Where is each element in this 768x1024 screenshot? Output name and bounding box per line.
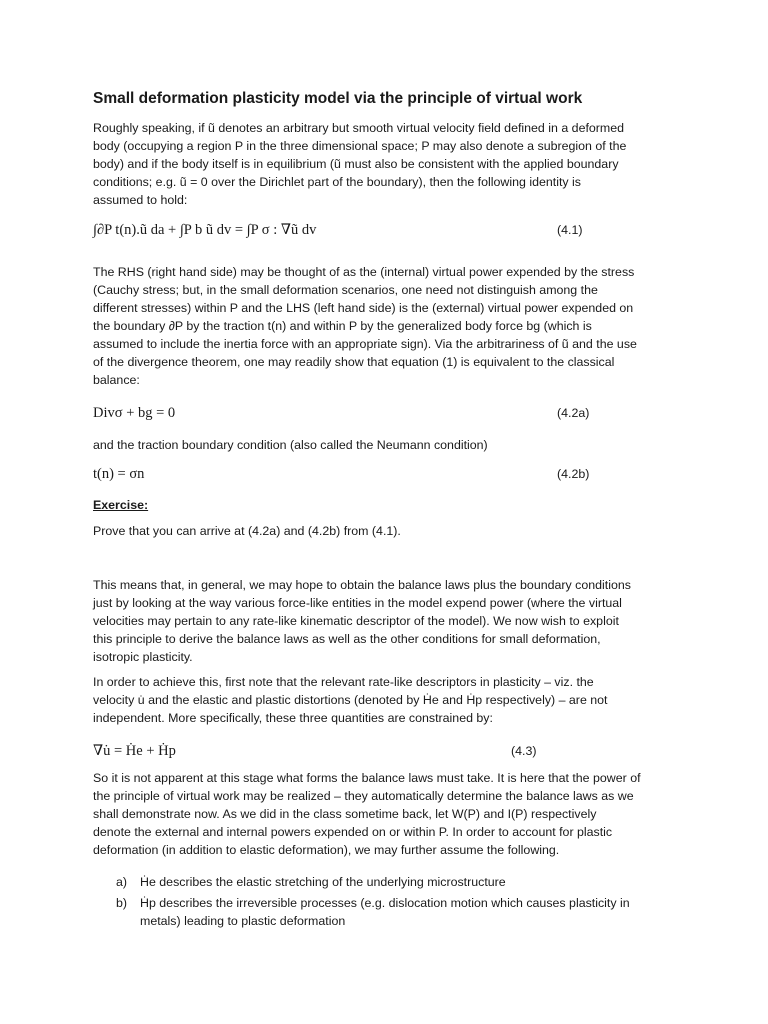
equation-expression: Divσ + bg = 0 xyxy=(93,405,176,421)
text-line: of the divergence theorem, one may readily show that equation (1) is equivalent to the classical xyxy=(93,355,615,369)
equation-4-2a xyxy=(93,403,175,425)
text-line: independent. More specifically, these three quantities are constrained by: xyxy=(93,711,493,725)
text-line: This means that, in general, we may hope to obtain the balance laws plus the boundary conditions xyxy=(93,578,631,592)
equation-number: (4.3) xyxy=(511,744,537,758)
equation-number: (4.2b) xyxy=(557,467,590,481)
text-line: conditions; e.g. ũ = 0 over the Dirichlet part of the boundary), then the following identity is xyxy=(93,175,581,189)
text-line: assumed to hold: xyxy=(93,193,188,207)
list-marker: a) xyxy=(116,875,128,889)
text-line: denote the external and internal powers expended on or within P. In order to account for plastic xyxy=(93,825,613,839)
equation-4-1 xyxy=(93,220,316,242)
paragraph-virtual-velocity xyxy=(93,119,683,209)
text-line: In order to achieve this, first note that the relevant rate-like descriptors in plasticity – viz. the xyxy=(93,675,594,689)
text-line: shall demonstrate now. As we did in the class sometime back, let W(P) and I(P) respectively xyxy=(93,807,597,821)
text-line: Roughly speaking, if ũ denotes an arbitrary but smooth virtual velocity field defined in a deformed xyxy=(93,121,625,135)
equation-expression: ∫∂P t(n).ũ da + ∫P b ũ dv = ∫P σ : ∇ũ dv xyxy=(93,222,317,238)
list-marker: b) xyxy=(116,896,128,910)
document-title: Small deformation plasticity model via the principle of virtual work xyxy=(93,90,583,107)
text-line: deformation (in addition to elastic deformation), we may further assume the following. xyxy=(93,843,560,857)
text-line: body (occupying a region P in the three dimensional space; P may also denote a subregion of the xyxy=(93,139,627,153)
equation-expression: ∇u̇ = Ḣe + Ḣp xyxy=(93,743,176,759)
paragraph-balance-laws xyxy=(93,576,683,666)
text-line: metals) leading to plastic deformation xyxy=(140,914,346,928)
text-line: the principle of virtual work may be realized – they automatically determine the balance laws as we xyxy=(93,789,634,803)
text-line: balance: xyxy=(93,373,140,387)
text-line: isotropic plasticity. xyxy=(93,650,193,664)
text-line: just by looking at the way various force-like entities in the model expend power (where the virtual xyxy=(93,596,622,610)
exercise-heading: Exercise: xyxy=(93,498,149,512)
text-line: The RHS (right hand side) may be thought of as the (internal) virtual power expended by the stress xyxy=(93,265,635,279)
equation-number: (4.2a) xyxy=(557,406,590,420)
text-line: body) and if the body itself is in equilibrium (ũ must also be consistent with the applied boundary xyxy=(93,157,619,171)
text-line: different stresses) within P and the LHS (left hand side) is the (external) virtual power expended on xyxy=(93,301,634,315)
equation-4-3 xyxy=(93,741,176,763)
text-line: velocities may pertain to any rate-like kinematic descriptor of the model). We now wish to exploit xyxy=(93,614,619,628)
text-line: So it is not apparent at this stage what forms the balance laws must take. It is here that the power of xyxy=(93,771,641,785)
exercise-text: Prove that you can arrive at (4.2a) and (4.2b) from (4.1). xyxy=(93,524,401,538)
text-line: velocity u̇ and the elastic and plastic distortions (denoted by Ḣe and Ḣp respectively) – are not xyxy=(93,693,608,707)
text-line: (Cauchy stress; but, in the small deformation scenarios, one need not distinguish among the xyxy=(93,283,598,297)
text-line: this principle to derive the balance laws as well as the other conditions for small deformation, xyxy=(93,632,601,646)
paragraph-principle-power xyxy=(93,769,683,859)
text-line: Ḣe describes the elastic stretching of the underlying microstructure xyxy=(140,875,506,889)
paragraph-rhs-lhs xyxy=(93,263,683,389)
paragraph-traction: and the traction boundary condition (also called the Neumann condition) xyxy=(93,438,488,452)
equation-expression: t(n) = σn xyxy=(93,466,145,482)
equation-4-2b xyxy=(93,464,144,486)
paragraph-rate-descriptors xyxy=(93,673,683,727)
text-line: assumed to include the inertia force with an appropriate sign). Via the arbitrariness of ũ and the use xyxy=(93,337,637,351)
text-line: the boundary ∂P by the traction t(n) and within P by the generalized body force bg (which is xyxy=(93,319,592,333)
equation-number: (4.1) xyxy=(557,223,583,237)
text-line: Ḣp describes the irreversible processes (e.g. dislocation motion which causes plasticity in xyxy=(140,896,630,910)
